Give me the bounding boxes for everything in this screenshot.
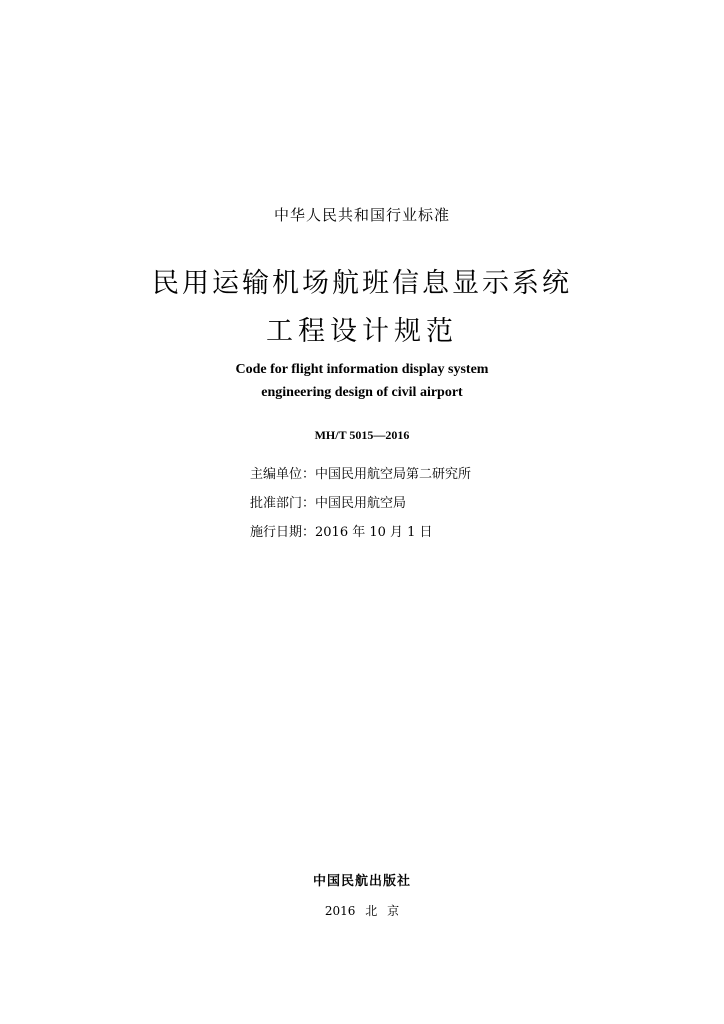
standard-code: MH/T 5015—2016 — [314, 428, 410, 442]
chinese-title-line-1: 民用运输机场航班信息显示系统 — [152, 268, 572, 299]
standard-series: 中华人民共和国行业标准 — [273, 206, 450, 224]
english-title-line-2: engineering design of civil airport — [261, 385, 463, 400]
publisher-name: 中国民航出版社 — [312, 874, 411, 889]
approving-department: 批准部门：中国民用航空局 — [250, 496, 407, 511]
chinese-title-line-2: 工程设计规范 — [266, 316, 458, 347]
effective-date: 施行日期：2016 年 10 月 1 日 — [250, 525, 433, 540]
publish-year-city: 2016 北 京 — [324, 904, 400, 918]
chief-editor-unit: 主编单位：中国民用航空局第二研究所 — [250, 467, 472, 482]
english-title-line-1: Code for flight information display system — [235, 362, 489, 377]
